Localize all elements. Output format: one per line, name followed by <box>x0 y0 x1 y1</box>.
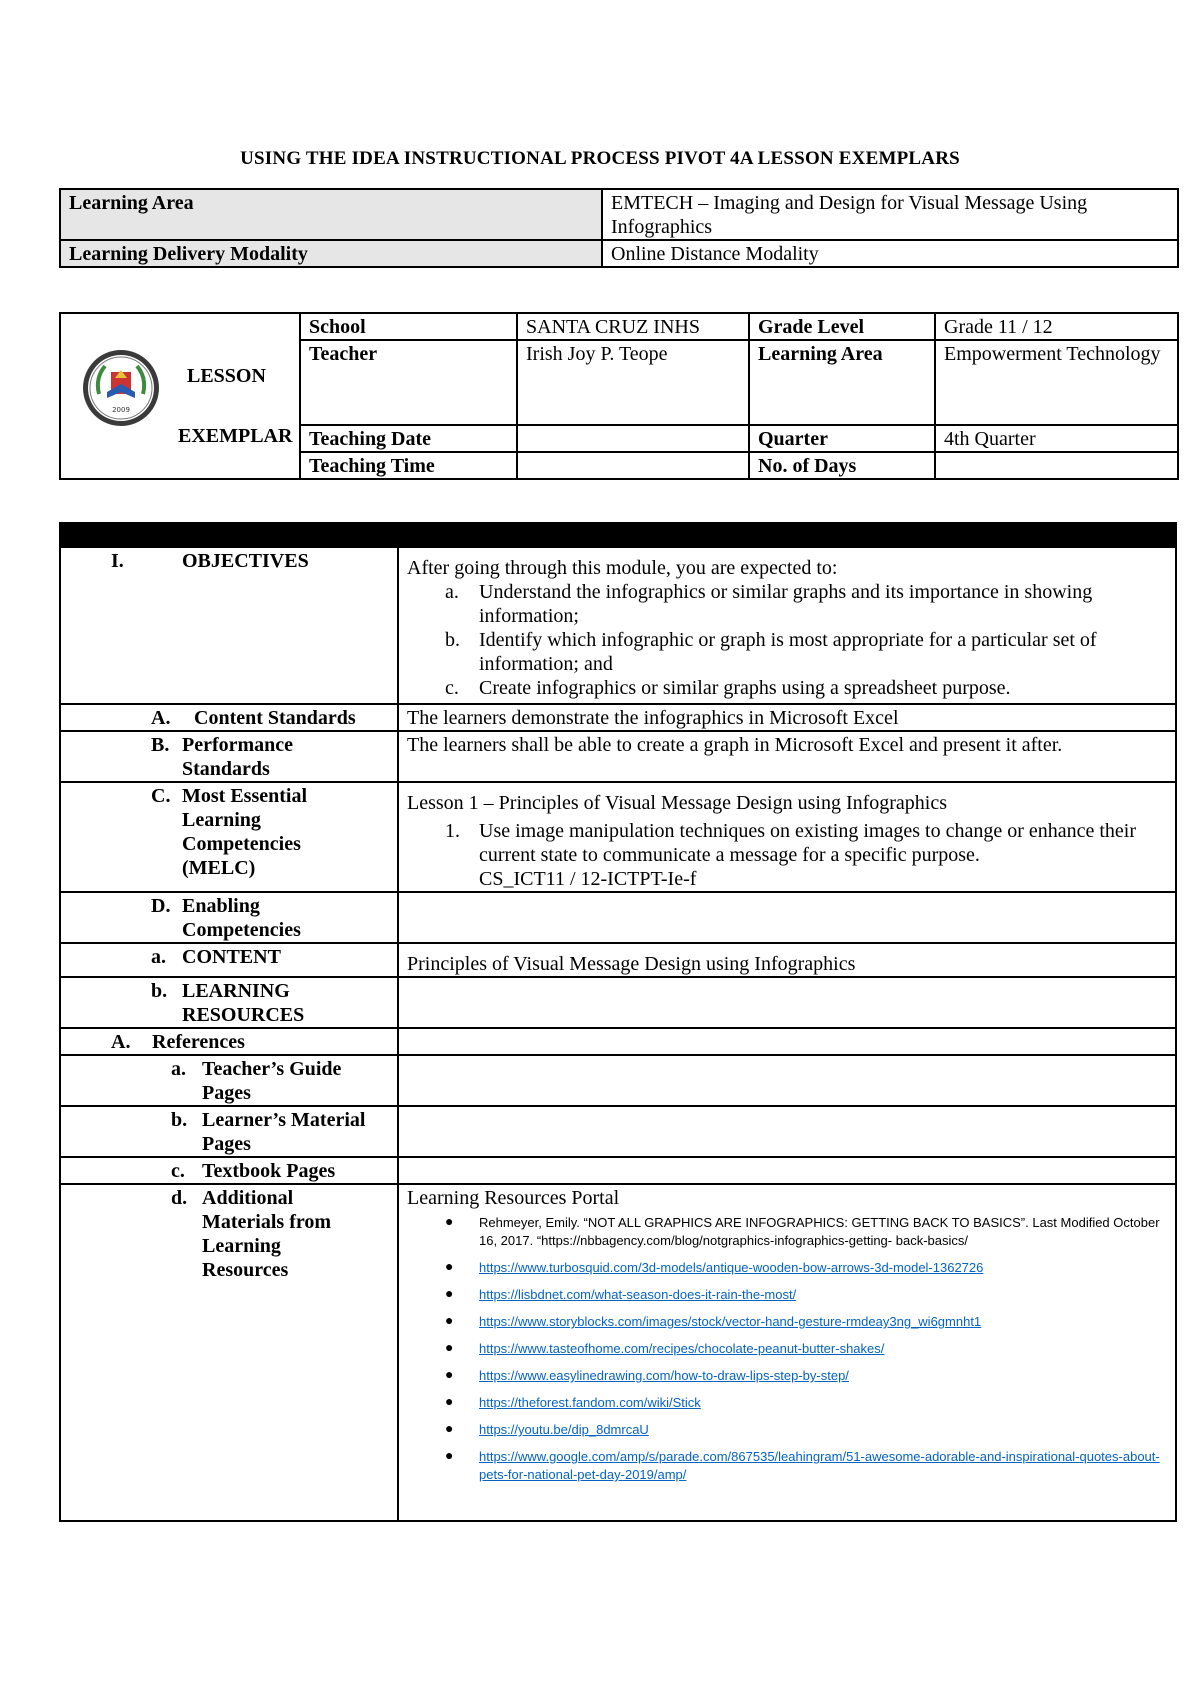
content-row <box>60 943 1176 977</box>
additional-label-cell: d. Additional Materials from Learning Resources <box>60 1184 398 1521</box>
teacher-value: Irish Joy P. Teope <box>517 340 749 425</box>
learning-resources-row <box>60 977 1176 1028</box>
objectives-list <box>407 580 1167 700</box>
enabling-label-cell: D. Enabling Competencies <box>60 892 398 943</box>
enabling-label: Enabling Competencies <box>182 895 301 941</box>
reference-link[interactable]: https://www.tasteofhome.com/recipes/chocolate-peanut-butter-shakes/ <box>479 1341 885 1356</box>
melc-label-cell: C. Most Essential Learning Competencies (MELC) <box>60 782 398 892</box>
content-label-cell: a. CONTENT <box>60 943 398 977</box>
melc-label: Most Essential Learning Competencies (MELC) <box>182 785 307 879</box>
page-title: USING THE IDEA INSTRUCTIONAL PROCESS PIVOT 4A LESSON EXEMPLARS <box>240 148 960 169</box>
enabling-value <box>398 892 1176 943</box>
lesson-content-table <box>59 522 1177 1522</box>
references-row <box>60 1028 1176 1055</box>
reference-link-item <box>407 1448 1167 1484</box>
teachers-guide-value <box>398 1055 1176 1106</box>
objective-item: b. Identify which infographic or graph is most appropriate for a particular set of information; and <box>445 629 1097 675</box>
learners-material-label: Learner’s Material Pages <box>202 1109 366 1155</box>
reference-link[interactable]: https://www.turbosquid.com/3d-models/antique-wooden-bow-arrows-3d-model-1362726 <box>479 1260 984 1275</box>
objectives-label: OBJECTIVES <box>182 550 309 572</box>
melc-row <box>60 782 1176 892</box>
modality-label: Learning Delivery Modality <box>60 240 602 267</box>
additional-content <box>398 1184 1176 1521</box>
learners-material-row <box>60 1106 1176 1157</box>
objectives-row <box>60 547 1176 704</box>
logo-year: 2009 <box>112 406 130 414</box>
references-label-cell: A. References <box>60 1028 398 1055</box>
content-standards-label: Content Standards <box>194 707 356 729</box>
additional-label: Additional Materials from Learning Resources <box>202 1187 332 1281</box>
reference-link-item <box>407 1313 1167 1331</box>
content-standards-label-cell: A. Content Standards <box>60 704 398 731</box>
school-label: School <box>300 313 517 340</box>
objectives-content <box>398 547 1176 704</box>
bullet-icon: ● <box>445 1366 454 1382</box>
citation-item: ● Rehmeyer, Emily. “NOT ALL GRAPHICS ARE INFOGRAPHICS: GETTING BACK TO BASICS”. Last Modified October 16, 2017. “https://nbbagency.com/blog/notgraphics-infographics-getting- back-basics/ <box>445 1213 1160 1248</box>
reference-link-item <box>407 1421 1167 1439</box>
objective-item: c. Create infographics or similar graphs using a spreadsheet purpose. <box>445 677 1011 699</box>
logo-cell <box>60 313 300 479</box>
reference-link-item <box>407 1286 1167 1304</box>
modality-value: Online Distance Modality <box>602 240 1178 267</box>
objectives-num: I. <box>111 550 124 572</box>
learning-resources-value <box>398 977 1176 1028</box>
performance-standards-label-cell: B. Performance Standards <box>60 731 398 782</box>
quarter-label: Quarter <box>749 425 935 452</box>
melc-content <box>398 782 1176 892</box>
textbook-label-cell: c. Textbook Pages <box>60 1157 398 1184</box>
references-label: References <box>152 1031 245 1053</box>
content-value: Principles of Visual Message Design using Infographics <box>398 943 1176 977</box>
learning-area-value: EMTECH – Imaging and Design for Visual Message Using Infographics <box>602 189 1178 240</box>
reference-link[interactable]: https://youtu.be/dip_8dmrcaU <box>479 1422 649 1437</box>
reference-link[interactable]: https://www.easylinedrawing.com/how-to-draw-lips-step-by-step/ <box>479 1368 849 1383</box>
school-seal-icon <box>81 348 161 428</box>
content-label: CONTENT <box>182 946 281 968</box>
enabling-row <box>60 892 1176 943</box>
days-label: No. of Days <box>749 452 935 479</box>
grade-value: Grade 11 / 12 <box>935 313 1178 340</box>
school-value: SANTA CRUZ INHS <box>517 313 749 340</box>
bullet-icon: ● <box>445 1258 454 1274</box>
date-label: Teaching Date <box>300 425 517 452</box>
melc-code: CS_ICT11 / 12-ICTPT-Ie-f <box>479 868 697 890</box>
performance-standards-value: The learners shall be able to create a graph in Microsoft Excel and present it after. <box>398 731 1176 782</box>
performance-standards-row <box>60 731 1176 782</box>
reference-link[interactable]: https://www.storyblocks.com/images/stock/vector-hand-gesture-rmdeay3ng_wi6gmnht1 <box>479 1314 982 1329</box>
reference-link[interactable]: https://www.google.com/amp/s/parade.com/867535/leahingram/51-awesome-adorable-and-inspirational-quotes-about-pets-for-national-pet-day-2019/amp/ <box>479 1449 1160 1482</box>
content-standards-value: The learners demonstrate the infographics in Microsoft Excel <box>398 704 1176 731</box>
time-label: Teaching Time <box>300 452 517 479</box>
objectives-label-cell <box>60 547 398 704</box>
textbook-label: Textbook Pages <box>202 1160 336 1182</box>
reference-link-item <box>407 1367 1167 1385</box>
bullet-icon: ● <box>445 1393 454 1409</box>
time-value <box>517 452 749 479</box>
textbook-row <box>60 1157 1176 1184</box>
bullet-icon: ● <box>445 1312 454 1328</box>
learning-area-label: Learning Area <box>60 189 602 240</box>
bullet-icon: ● <box>445 1447 454 1463</box>
days-value <box>935 452 1178 479</box>
performance-standards-label: Performance Standards <box>182 734 294 780</box>
objective-item: a. Understand the infographics or similar graphs and its importance in showing information; <box>445 581 1093 627</box>
melc-lesson: Lesson 1 – Principles of Visual Message Design using Infographics <box>407 792 948 814</box>
teachers-guide-label: Teacher’s Guide Pages <box>202 1058 342 1104</box>
lesson-header-table <box>59 312 1179 480</box>
textbook-value <box>398 1157 1176 1184</box>
reference-list <box>407 1214 1167 1484</box>
learners-material-value <box>398 1106 1176 1157</box>
grade-label: Grade Level <box>749 313 935 340</box>
teacher-label: Teacher <box>300 340 517 425</box>
reference-link-item <box>407 1394 1167 1412</box>
learning-resources-label-cell: b. LEARNING RESOURCES <box>60 977 398 1028</box>
learning-resources-label: LEARNING RESOURCES <box>182 980 305 1026</box>
bullet-icon: ● <box>445 1285 454 1301</box>
portal-title: Learning Resources Portal <box>407 1187 620 1209</box>
bullet-icon: ● <box>445 1213 454 1229</box>
area-value: Empowerment Technology <box>935 340 1178 425</box>
area-label: Learning Area <box>749 340 935 425</box>
objectives-intro: After going through this module, you are expected to: <box>407 557 838 579</box>
melc-item: 1. Use image manipulation techniques on existing images to change or enhance their current state to communicate a message for a specific purpose. CS_ICT11 / 12-ICTPT-Ie-f <box>445 820 1137 890</box>
exemplar-label: EXEMPLAR <box>178 425 293 447</box>
reference-link[interactable]: https://theforest.fandom.com/wiki/Stick <box>479 1395 701 1410</box>
lesson-label: LESSON <box>187 365 266 387</box>
bullet-icon: ● <box>445 1420 454 1436</box>
additional-materials-row <box>60 1184 1176 1521</box>
bullet-icon: ● <box>445 1339 454 1355</box>
references-value <box>398 1028 1176 1055</box>
teachers-guide-row <box>60 1055 1176 1106</box>
black-header-bar <box>60 523 1176 547</box>
quarter-value: 4th Quarter <box>935 425 1178 452</box>
content-standards-row <box>60 704 1176 731</box>
reference-link[interactable]: https://lisbdnet.com/what-season-does-it-rain-the-most/ <box>479 1287 797 1302</box>
reference-link-item <box>407 1259 1167 1277</box>
reference-link-item <box>407 1340 1167 1358</box>
teachers-guide-label-cell: a. Teacher’s Guide Pages <box>60 1055 398 1106</box>
date-value <box>517 425 749 452</box>
learning-info-table <box>59 188 1179 268</box>
learners-material-label-cell: b. Learner’s Material Pages <box>60 1106 398 1157</box>
